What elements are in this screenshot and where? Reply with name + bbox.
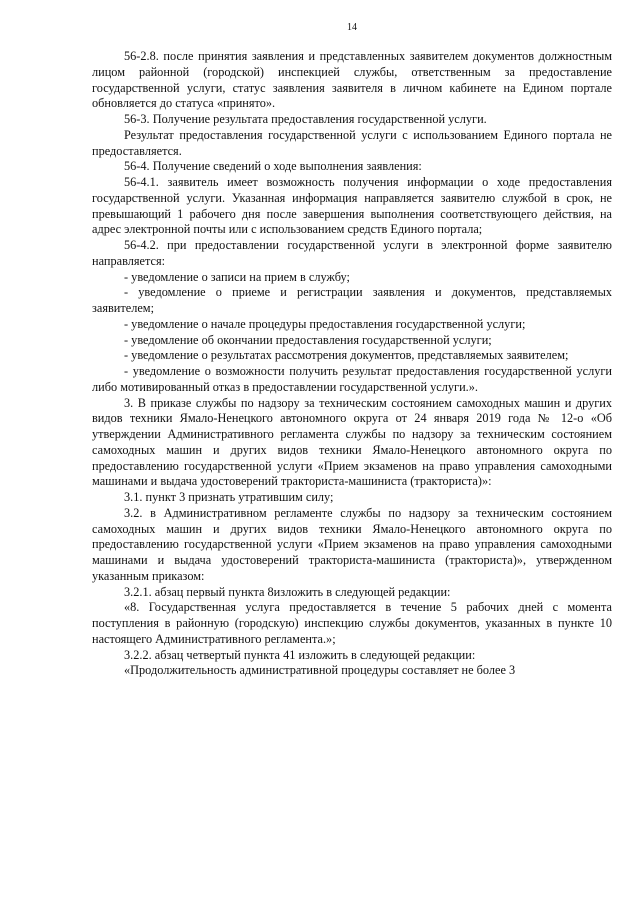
list-item-notification-1: - уведомление о записи на прием в службу; [124, 269, 350, 284]
paragraph-3: 3. В приказе службы по надзору за техническим состоянием самоходных машин и других видов техники Ямало-Ненецкого автономного округа от 24 января 2019 года № 12-о «Об утверждении Административного регламента службы по надзору за техническим состоянием самоходных машин и других видов техники Ямало-Ненецкого автономного округа по предоставлению государственной услуги «Прием экзаменов на право управления самоходными машинами и выдача удостоверений тракториста-машиниста (тракториста)»: [92, 395, 612, 489]
paragraph-56-3: 56-3. Получение результата предоставления государственной услуги. [124, 112, 487, 126]
list-item-notification-6: - уведомление о возможности получить результат предоставления государственной услуги либо мотивированный отказ в предоставлении государственной услуги.». [92, 364, 612, 394]
paragraph-3-1: 3.1. пункт 3 признать утратившим силу; [124, 490, 334, 504]
paragraph-3-2-2: 3.2.2. абзац четвертый пункта 41 изложить в следующей редакции: [124, 647, 476, 662]
paragraph-result: Результат предоставления государственной услуги с использованием Единого портала не предоставляется. [92, 127, 612, 158]
paragraph-quote-8: «8. Государственная услуга предоставляется в течение 5 рабочих дней с момента поступления в районную (городскую) инспекцию службы документов, указанных в пункте 10 настоящего Административного регламента.»; [92, 600, 612, 646]
list-item-notification-5: - уведомление о результатах рассмотрения документов, представляемых заявителем; [124, 348, 569, 363]
paragraph-3-2: 3.2. в Административном регламенте службы по надзору за техническим состоянием самоходных машин и других видов техники Ямало-Ненецкого автономного округа по предоставлению государственной услуги «Прием экзаменов на право управления самоходными машинами и выдача удостоверений тракториста-машиниста (тракториста)», утвержденном указанным приказом: [92, 505, 612, 583]
paragraph-56-4-2: 56-4.2. при предоставлении государственной услуги в электронной форме заявителю направляется: [92, 238, 612, 268]
list-item-notification-2: - уведомление о приеме и регистрации заявления и документов, представляемых заявителем; [92, 285, 612, 315]
paragraph-3-2-1: 3.2.1. абзац первый пункта 8изложить в следующей редакции: [124, 584, 451, 599]
paragraph-56-2-8: 56-2.8. после принятия заявления и представленных заявителем документов должностным лицом районной (городской) инспекцией службы, ответственным за предоставление государственной услуги, статус заявления заявителя в личном кабинете на Едином портале обновляется до статуса «принято». [92, 49, 612, 111]
document-page [92, 22, 612, 679]
page-number: 14 [347, 22, 357, 33]
list-item-notification-3: - уведомление о начале процедуры предоставления государственной услуги; [124, 316, 526, 331]
paragraph-quote-duration: «Продолжительность административной процедуры составляет не более 3 [124, 663, 516, 678]
paragraph-56-4: 56-4. Получение сведений о ходе выполнения заявления: [124, 159, 422, 174]
paragraph-56-4-1: 56-4.1. заявитель имеет возможность получения информации о ходе предоставления государственной услуги. Указанная информация направляется заявителю службой в срок, не превышающий 1 рабочего дня после завершения выполнения соответствующего действия, на адрес электронной почты или с использованием средств Единого портала; [92, 175, 612, 237]
list-item-notification-4: - уведомление об окончании предоставления государственной услуги; [124, 332, 492, 347]
